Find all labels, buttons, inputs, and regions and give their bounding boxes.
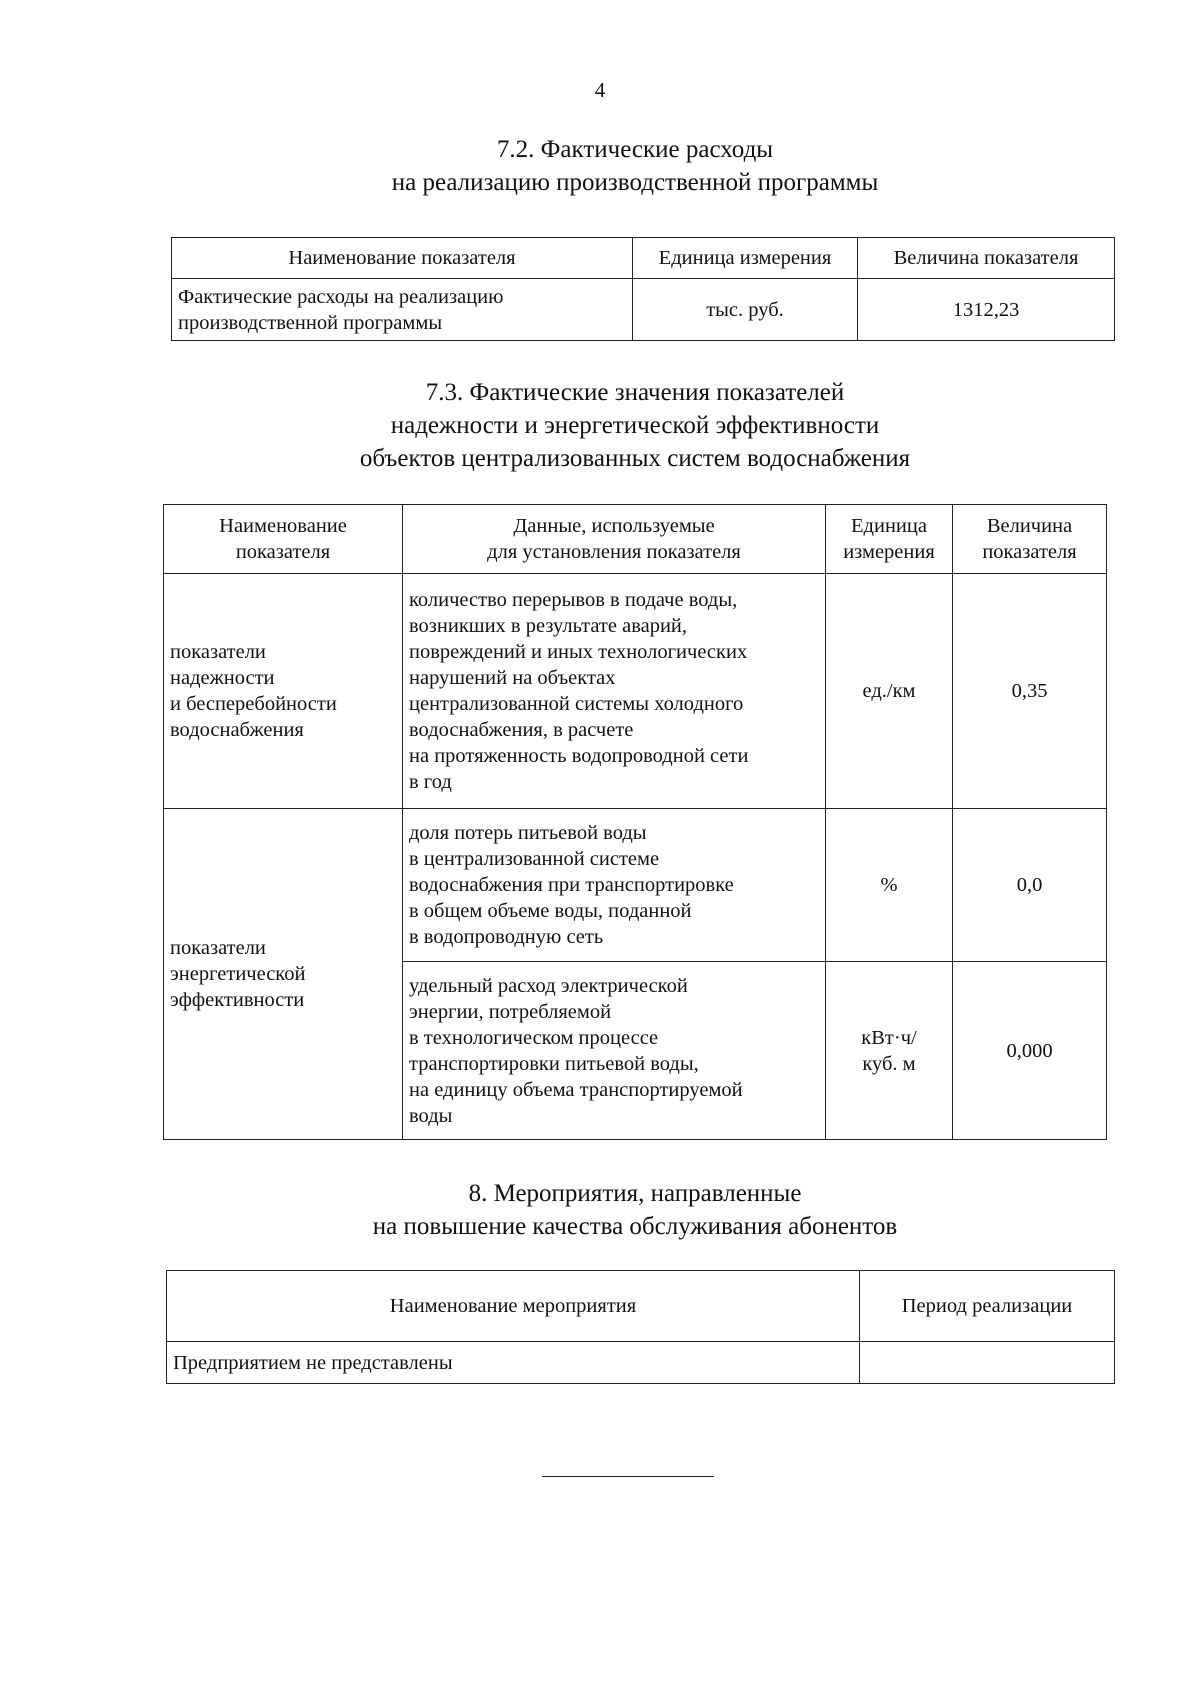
unit-cell <box>826 574 953 809</box>
cell-line: количество перерывов в подаче воды, <box>409 589 738 611</box>
header-cell-value <box>953 505 1107 574</box>
cell-line: повреждений и иных технологических <box>409 641 748 663</box>
cell-line: в технологическом процессе <box>409 1026 659 1049</box>
cell-line: воды <box>409 1104 453 1127</box>
data-cell <box>403 962 826 1140</box>
cell-line: и бесперебойности <box>170 693 337 715</box>
cell-line: Величина <box>986 515 1073 537</box>
cell-line: возникших в результате аварий, <box>409 615 688 637</box>
cell-line: эффективности <box>170 989 305 1011</box>
title-line: 8. Мероприятия, направленные <box>468 1180 802 1207</box>
group-cell-reliability <box>164 574 403 809</box>
cell-line: ед./км <box>862 680 916 702</box>
cell-line: транспортировки питьевой воды, <box>409 1052 699 1075</box>
cell-line: энергетической <box>170 963 306 985</box>
header-cell-unit: Единица измерения <box>633 238 858 279</box>
cell-line: энергии, потребляемой <box>409 1000 612 1023</box>
header-cell-period: Период реализации <box>860 1271 1115 1342</box>
cell-line: в водопроводную сеть <box>409 926 604 948</box>
cell-line: в централизованной системе <box>409 848 660 870</box>
cell-line: показатели <box>170 641 266 663</box>
data-cell <box>403 809 826 962</box>
cell-line: надежности <box>170 667 275 689</box>
unit-cell <box>826 809 953 962</box>
measures-table <box>166 1270 1115 1384</box>
section-8-title <box>0 1177 1200 1243</box>
header-cell-name: Наименование показателя <box>172 238 633 279</box>
cell-line: Наименование <box>219 515 347 537</box>
cell-line: водоснабжения <box>170 719 304 741</box>
expenses-table <box>171 237 1115 341</box>
cell-line: производственной программы <box>178 311 443 334</box>
cell-line: Данные, используемые <box>513 515 715 537</box>
header-cell-measure: Наименование мероприятия <box>167 1271 860 1342</box>
cell-line: централизованной системы холодного <box>409 693 744 715</box>
header-cell-unit <box>826 505 953 574</box>
cell-line: доля потерь питьевой воды <box>409 822 647 844</box>
closing-rule <box>542 1476 714 1477</box>
header-cell-value: Величина показателя <box>858 238 1115 279</box>
title-line: надежности и энергетической эффективности <box>390 412 880 439</box>
header-cell-name <box>164 505 403 574</box>
cell-line: показателя <box>235 541 331 563</box>
cell-line: показателя <box>982 541 1077 563</box>
value-cell: 0,000 <box>953 962 1107 1140</box>
cell-line: водоснабжения при транспортировке <box>409 874 734 896</box>
expenses-unit-cell: тыс. руб. <box>633 279 858 341</box>
cell-line: измерения <box>843 541 935 563</box>
cell-line: % <box>880 874 898 896</box>
cell-line: кВт·ч/ <box>861 1026 917 1049</box>
value-cell: 0,0 <box>953 809 1107 962</box>
table-row <box>164 574 1107 809</box>
title-line: 7.2. Фактические расходы <box>496 136 774 163</box>
header-cell-data <box>403 505 826 574</box>
expenses-name-cell <box>172 279 633 341</box>
title-line: объектов централизованных систем водоснабжения <box>359 445 911 472</box>
measure-name-cell: Предприятием не представлены <box>167 1342 860 1384</box>
cell-line: Фактические расходы на реализацию <box>178 285 504 308</box>
section-7-3-title <box>0 376 1200 475</box>
table-row <box>167 1342 1115 1384</box>
cell-line: показатели <box>170 937 266 959</box>
cell-line: в год <box>409 771 452 793</box>
cell-line: Единица <box>851 515 927 537</box>
cell-line: для установления показателя <box>487 541 741 563</box>
section-7-2-title <box>0 133 1200 199</box>
cell-line: на единицу объема транспортируемой <box>409 1078 743 1101</box>
value-cell: 0,35 <box>953 574 1107 809</box>
title-line: 7.3. Фактические значения показателей <box>425 379 845 406</box>
page-number: 4 <box>594 78 606 102</box>
cell-line: нарушений на объектах <box>409 667 616 689</box>
cell-line: куб. м <box>862 1052 916 1075</box>
unit-cell <box>826 962 953 1140</box>
cell-line: удельный расход электрической <box>409 974 688 997</box>
indicators-table <box>163 504 1107 1140</box>
expenses-value-cell: 1312,23 <box>858 279 1115 341</box>
group-cell-energy <box>164 809 403 1140</box>
title-line: на повышение качества обслуживания абонентов <box>372 1213 898 1240</box>
table-row <box>164 809 1107 962</box>
data-cell <box>403 574 826 809</box>
cell-line: водоснабжения, в расчете <box>409 719 634 741</box>
measure-period-cell <box>860 1342 1115 1384</box>
cell-line: в общем объеме воды, поданной <box>409 900 692 922</box>
title-line: на реализацию производственной программы <box>391 169 879 196</box>
cell-line: на протяженность водопроводной сети <box>409 745 749 767</box>
